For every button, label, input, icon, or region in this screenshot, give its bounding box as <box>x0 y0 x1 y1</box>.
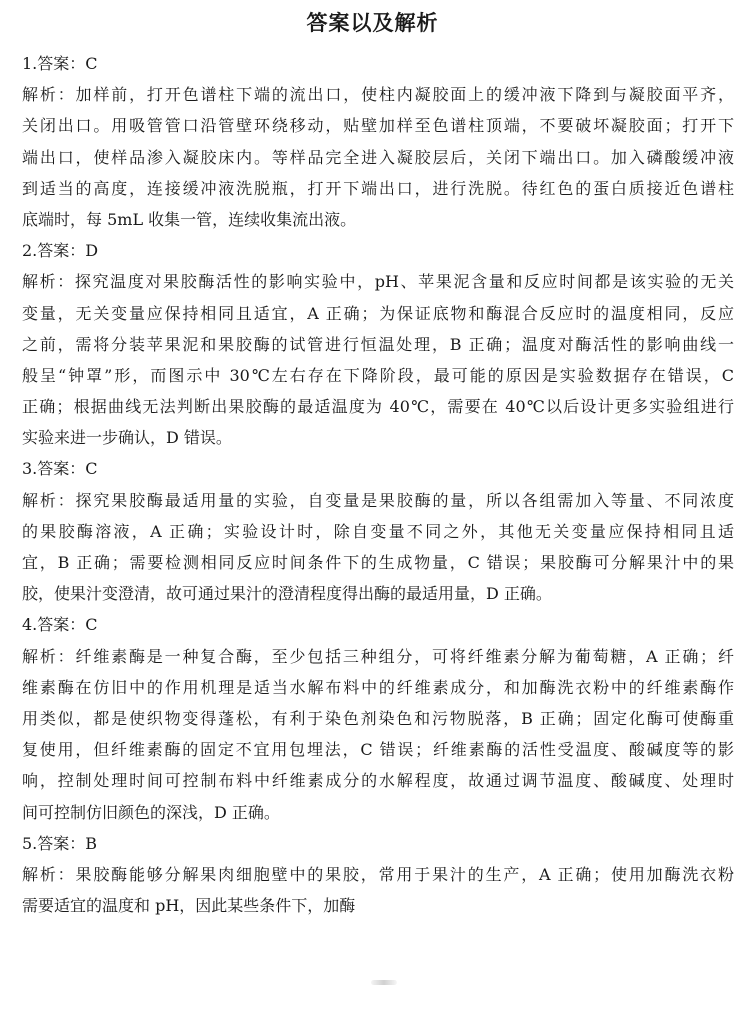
explanation-line: 端出口，使样品渗入凝胶床内。等样品完全进入凝胶层后，关闭下端出口。加入磷酸缓冲液 <box>22 147 734 167</box>
watermark-overlay <box>343 968 405 1004</box>
explanation-line: 底端时，每 5mL 收集一管，连续收集流出液。 <box>22 209 357 229</box>
explanation-line: 解析：探究果胶酶最适用量的实验，自变量是果胶酶的量，所以各组需加入等量、不同浓度 <box>22 490 734 510</box>
answer-line: 2.答案：D <box>22 241 99 261</box>
answer-line: 4.答案：C <box>22 615 98 635</box>
explanation-line: 解析：纤维素酶是一种复合酶，至少包括三种组分，可将纤维素分解为葡萄糖，A 正确；纤 <box>22 646 734 666</box>
explanation-line: 解析：探究温度对果胶酶活性的影响实验中，pH、苹果泥含量和反应时间都是该实验的无关 <box>22 272 734 292</box>
explanation-line: 变量，无关变量应保持相同且适宜，A 正确；为保证底物和酶混合反应时的温度相同，反应 <box>22 303 734 323</box>
answer-line: 3.答案：C <box>22 459 98 479</box>
explanation-line: 正确；根据曲线无法判断出果胶酶的最适温度为 40℃，需要在 40℃以后设计更多实验组进行 <box>22 397 734 417</box>
explanation-line: 响，控制处理时间可控制布料中纤维素成分的水解程度，故通过调节温度、酸碱度、处理时 <box>22 771 734 791</box>
explanation-line: 实验来进一步确认，D 错误。 <box>22 428 232 448</box>
explanation-line: 复使用，但纤维素酶的固定不宜用包埋法，C 错误；纤维素酶的活性受温度、酸碱度等的影 <box>22 740 734 760</box>
explanation-line: 解析：果胶酶能够分解果肉细胞壁中的果胶，常用于果汁的生产，A 正确；使用加酶洗衣粉 <box>22 864 734 884</box>
explanation-line: 之前，需将分装苹果泥和果胶酶的试管进行恒温处理，B 正确；温度对酶活性的影响曲线一 <box>22 334 734 354</box>
explanation-line: 维素酶在仿旧中的作用机理是适当水解布料中的纤维素成分，和加酶洗衣粉中的纤维素酶作 <box>22 677 734 697</box>
explanation-line: 关闭出口。用吸管管口沿管壁环绕移动，贴壁加样至色谱柱顶端，不要破坏凝胶面；打开下 <box>22 116 734 136</box>
explanation-line: 的果胶酶溶液，A 正确；实验设计时，除自变量不同之外，其他无关变量应保持相同且适 <box>22 521 734 541</box>
explanation-line: 用类似，都是使织物变得蓬松，有利于染色剂染色和污物脱落，B 正确；固定化酶可使酶重 <box>22 708 734 728</box>
explanation-line: 解析：加样前，打开色谱柱下端的流出口，使柱内凝胶面上的缓冲液下降到与凝胶面平齐， <box>22 85 734 105</box>
page-title: 答案以及解析 <box>306 10 439 35</box>
answer-line: 5.答案：B <box>22 833 98 853</box>
explanation-line: 胶，使果汁变澄清，故可通过果汁的澄清程度得出酶的最适用量，D 正确。 <box>22 584 552 604</box>
explanation-line: 需要适宜的温度和 pH，因此某些条件下，加酶 <box>22 896 356 916</box>
explanation-line: 般呈“钟罩”形，而图示中 30℃左右存在下降阶段，最可能的原因是实验数据存在错误，C <box>22 365 734 385</box>
explanation-line: 宜，B 正确；需要检测相同反应时间条件下的生成物量，C 错误；果胶酶可分解果汁中的果 <box>22 553 734 572</box>
answer-line: 1.答案：C <box>22 54 98 73</box>
explanation-line: 间可控制仿旧颜色的深浅，D 正确。 <box>22 802 280 822</box>
explanation-line: 到适当的高度，连接缓冲液洗脱瓶，打开下端出口，进行洗脱。待红色的蛋白质接近色谱柱 <box>22 178 734 198</box>
document-body <box>22 48 734 921</box>
